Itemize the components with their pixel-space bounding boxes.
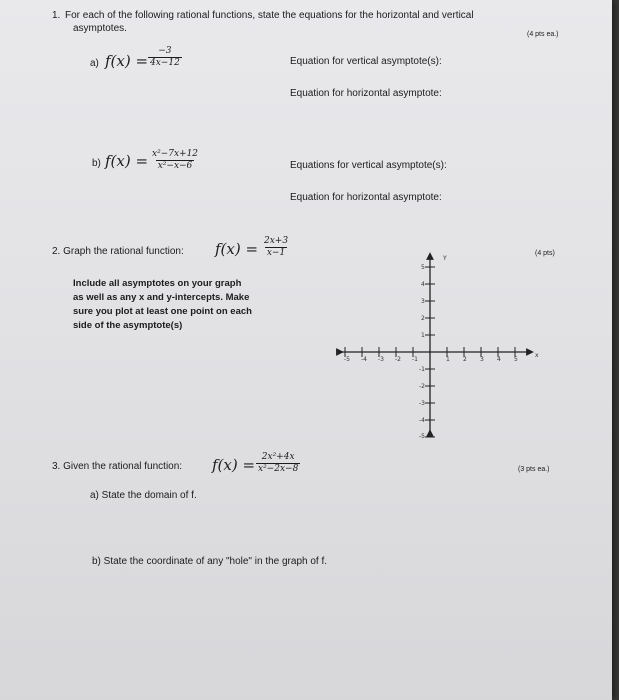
q1-prompt-line1: For each of the following rational functions, state the equations for the horizontal and vertical: [65, 10, 474, 21]
q3-prompt: 3. Given the rational function:: [52, 461, 183, 472]
q1-number: 1.: [52, 10, 61, 21]
q1b-numerator: x²−7x+12: [152, 149, 199, 159]
q1a-function: f(x) =: [105, 52, 149, 70]
q2-function: f(x) =: [215, 240, 259, 258]
q1a-denominator: 4x−12: [150, 58, 180, 68]
q2-denominator: x−1: [266, 248, 286, 258]
coordinate-grid[interactable]: [330, 248, 550, 443]
q1a-horizontal-label: Equation for horizontal asymptote:: [290, 88, 442, 99]
x-tick-label: 3: [480, 356, 484, 363]
q2-points: (4 pts): [535, 250, 555, 257]
x-tick-label: -3: [378, 356, 384, 363]
x-tick-label: 5: [514, 356, 518, 363]
x-tick-label: -4: [361, 356, 367, 363]
q2-instruction-line: as well as any x and y-intercepts. Make: [73, 292, 250, 303]
q1a-fraction: [148, 46, 182, 69]
q3-denominator: x²−2x−8: [258, 464, 299, 474]
x-tick-label: -1: [412, 356, 418, 363]
y-tick-label: 3: [421, 298, 425, 305]
q1-points: (4 pts ea.): [527, 31, 559, 38]
q1b-function: f(x) =: [105, 152, 149, 170]
q3a-prompt: a) State the domain of f.: [90, 490, 197, 501]
q1-prompt-line2: asymptotes.: [73, 23, 127, 34]
q2-instruction: [73, 277, 252, 333]
q1a-numerator: −3: [158, 46, 172, 56]
y-tick-label: 2: [421, 315, 425, 322]
q1b-denominator: x²−x−6: [157, 161, 193, 171]
q3b-prompt: b) State the coordinate of any "hole" in the graph of f.: [92, 556, 328, 567]
q1a-label: a): [90, 58, 99, 69]
q2-instruction-line: Include all asymptotes on your graph: [73, 278, 242, 289]
q2-numerator: 2x+3: [264, 236, 289, 246]
y-tick-label: -1: [419, 366, 425, 373]
q3-fraction: [256, 452, 300, 475]
q1a-vertical-label: Equation for vertical asymptote(s):: [290, 56, 442, 67]
y-tick-label: -3: [419, 400, 425, 407]
x-tick-label: 2: [463, 356, 467, 363]
x-tick-label: 4: [497, 356, 501, 363]
q2-instruction-line: side of the asymptote(s): [73, 320, 183, 331]
x-axis-label: x: [535, 352, 539, 359]
y-tick-label: -5: [419, 433, 425, 440]
q2-prompt: 2. Graph the rational function:: [52, 246, 184, 257]
x-tick-label: -2: [395, 356, 401, 363]
y-tick-label: 5: [421, 264, 425, 271]
y-tick-label: 1: [421, 332, 425, 339]
x-tick-label: -5: [344, 356, 350, 363]
q3-function: f(x) =: [212, 456, 256, 474]
q2-instruction-line: sure you plot at least one point on each: [73, 306, 252, 317]
y-axis-label: Y: [443, 255, 447, 262]
y-tick-label: 4: [421, 281, 425, 288]
q3-points: (3 pts ea.): [518, 466, 550, 473]
q1b-fraction: [150, 149, 200, 172]
x-tick-label: 1: [446, 356, 450, 363]
q2-fraction: [262, 236, 290, 259]
q3-numerator: 2x²+4x: [261, 452, 295, 462]
q1b-horizontal-label: Equation for horizontal asymptote:: [290, 192, 442, 203]
y-tick-label: -4: [419, 417, 425, 424]
y-tick-label: -2: [419, 383, 425, 390]
q1b-vertical-label: Equations for vertical asymptote(s):: [290, 160, 447, 171]
q1b-label: b): [92, 158, 101, 169]
